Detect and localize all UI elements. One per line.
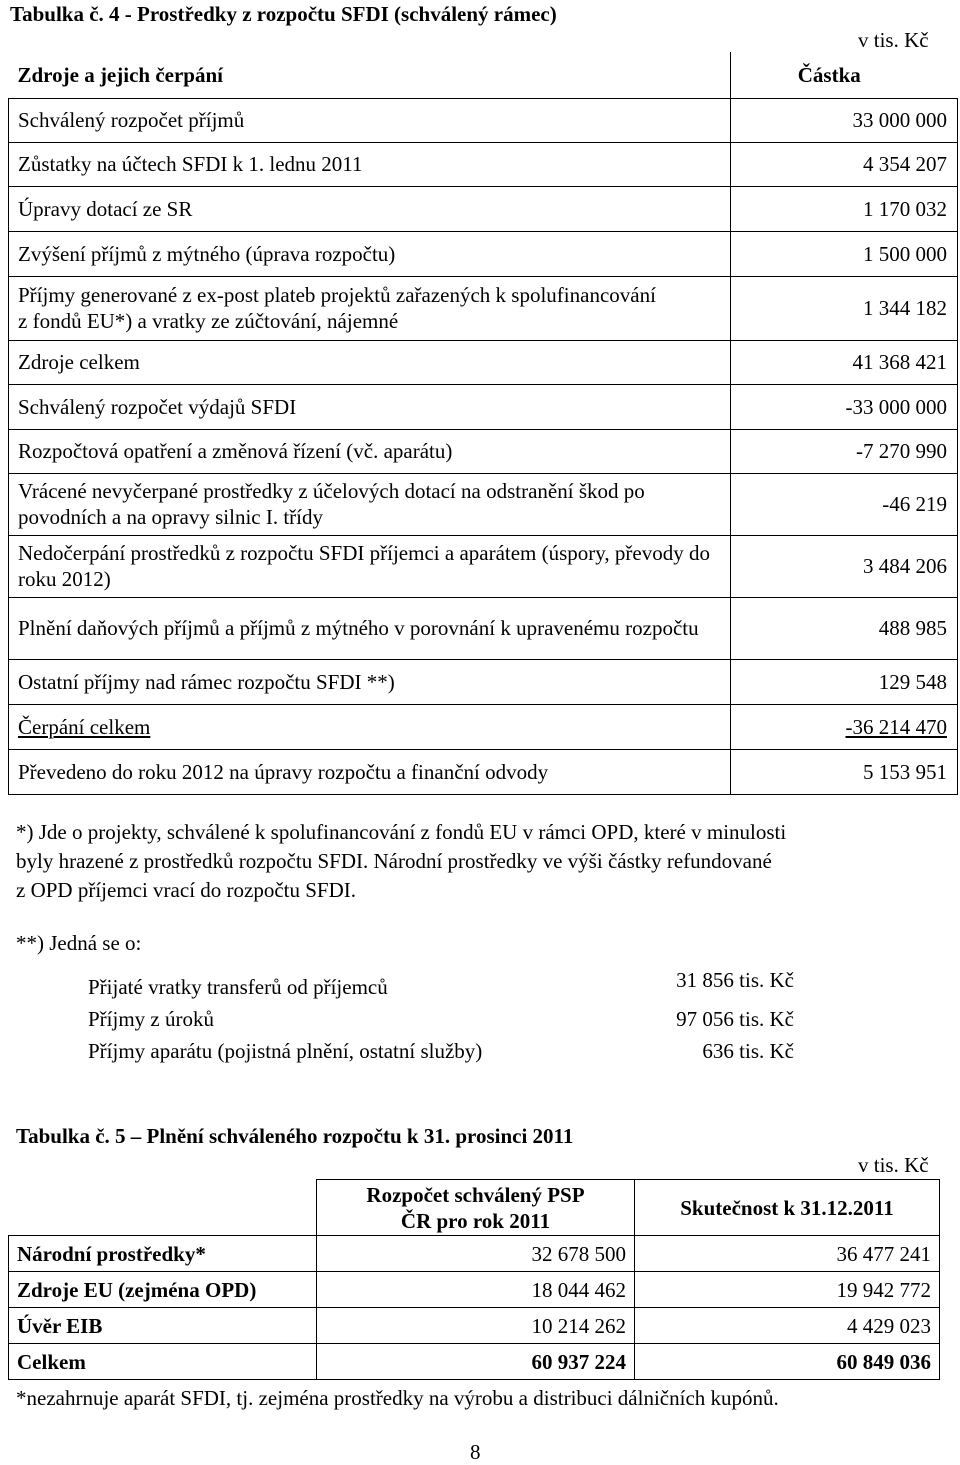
row-value: 41 368 421 [731,340,958,384]
row-label: Převedeno do roku 2012 na úpravy rozpočtu a finanční odvody [9,749,731,794]
row-label: Vrácené nevyčerpané prostředky z účelových dotací na odstranění škod po povodních a na opravy silnic I. třídy [9,473,731,535]
row-label: Rozpočtová opatření a změnová řízení (vč. aparátu) [9,429,731,473]
table5-header-empty [9,1180,317,1236]
table-row [9,276,958,340]
table-row [9,1272,940,1308]
table-row [9,473,958,535]
table4-header-value: Částka [731,52,958,98]
table4 [8,52,958,795]
row-value-actual: 60 849 036 [635,1344,940,1380]
row-value: 5 153 951 [731,749,958,794]
table5-header-col1 [317,1180,635,1236]
row-label: Národní prostředky* [9,1236,317,1272]
footnote1-line2: byly hrazené z prostředků rozpočtu SFDI. Národní prostředky ve výši částky refundované [16,849,772,873]
table4-unit: v tis. Kč [858,28,929,52]
row-label: Schválený rozpočet výdajů SFDI [9,384,731,429]
table5-unit: v tis. Kč [858,1153,929,1177]
table5-footnote: *nezahrnuje aparát SFDI, tj. zejména prostředky na výrobu a distribuci dálničních kupónů. [16,1386,779,1410]
row-value: 4 354 207 [731,142,958,186]
table-row [9,659,958,704]
table-row [9,429,958,473]
table-row [9,704,958,749]
table5-header-row [9,1180,940,1236]
row-label: Ostatní příjmy nad rámec rozpočtu SFDI **) [9,659,731,704]
list-item-value: 31 856 tis. Kč [676,968,794,992]
row-value: 1 500 000 [731,231,958,276]
row-value: 129 548 [731,659,958,704]
row-value: 488 985 [731,597,958,659]
list-item-value: 97 056 tis. Kč [676,1007,794,1031]
row-value-budget: 32 678 500 [317,1236,635,1272]
table-row [9,597,958,659]
row-value: -46 219 [731,473,958,535]
row-value-actual: 36 477 241 [635,1236,940,1272]
row-label: Zvýšení příjmů z mýtného (úprava rozpočtu) [9,231,731,276]
row-value-budget: 18 044 462 [317,1272,635,1308]
row-label: Zdroje EU (zejména OPD) [9,1272,317,1308]
row-value: 3 484 206 [731,535,958,597]
row-label: Úvěr EIB [9,1308,317,1344]
row-label: Celkem [9,1344,317,1380]
table-row [9,1308,940,1344]
row-label: Zdroje celkem [9,340,731,384]
row-value: 33 000 000 [731,98,958,142]
footnote2-title: **) Jedná se o: [16,931,142,955]
table4-title: Tabulka č. 4 - Prostředky z rozpočtu SFDI (schválený rámec) [10,2,557,26]
row-label: Schválený rozpočet příjmů [9,98,731,142]
table-row [9,1344,940,1380]
row-label: Čerpání celkem [18,714,151,739]
table-row [9,231,958,276]
row-label: Zůstatky na účtech SFDI k 1. lednu 2011 [9,142,731,186]
table5-header-col2: Skutečnost k 31.12.2011 [635,1180,940,1236]
footnote1-line3: z OPD příjemci vrací do rozpočtu SFDI. [16,878,357,902]
row-label: Úpravy dotací ze SR [9,186,731,231]
row-label: Nedočerpání prostředků z rozpočtu SFDI příjemci a aparátem (úspory, převody do roku 2012) [9,535,731,597]
table-row [9,535,958,597]
table5-title: Tabulka č. 5 – Plnění schváleného rozpočtu k 31. prosinci 2011 [16,1124,574,1148]
table-row [9,186,958,231]
list-item-label: Příjmy aparátu (pojistná plnění, ostatní služby) [88,1039,483,1063]
row-value: -36 214 470 [845,714,947,739]
row-value-actual: 4 429 023 [635,1308,940,1344]
row-value: 1 344 182 [731,276,958,340]
table5 [8,1179,940,1380]
table5-header-col1-line1: Rozpočet schválený PSP [366,1182,585,1207]
table4-header-row [9,52,958,98]
row-label: Příjmy generované z ex-post plateb projektů zařazených k spolufinancování z fondů EU*) a vratky ze zúčtování, nájemné [9,276,731,340]
row-value: -33 000 000 [731,384,958,429]
table-row [9,1236,940,1272]
row-value-budget: 10 214 262 [317,1308,635,1344]
table-row [9,384,958,429]
row-label: Plnění daňových příjmů a příjmů z mýtného v porovnání k upravenému rozpočtu [9,597,731,659]
table-row [9,98,958,142]
page-number: 8 [470,1440,481,1464]
row-value-budget: 60 937 224 [317,1344,635,1380]
list-item-label: Příjmy z úroků [88,1007,214,1031]
row-value: -7 270 990 [731,429,958,473]
table-row [9,142,958,186]
table-row [9,749,958,794]
list-item-value: 636 tis. Kč [702,1039,794,1063]
table4-header-label: Zdroje a jejich čerpání [9,52,731,98]
row-value: 1 170 032 [731,186,958,231]
list-item-label: Přijaté vratky transferů od příjemců [88,975,388,999]
table-row [9,340,958,384]
table5-header-col1-line2: ČR pro rok 2011 [400,1208,551,1233]
footnote1-line1: *) Jde o projekty, schválené k spolufinancování z fondů EU v rámci OPD, které v minulosti [16,820,787,844]
row-value-actual: 19 942 772 [635,1272,940,1308]
